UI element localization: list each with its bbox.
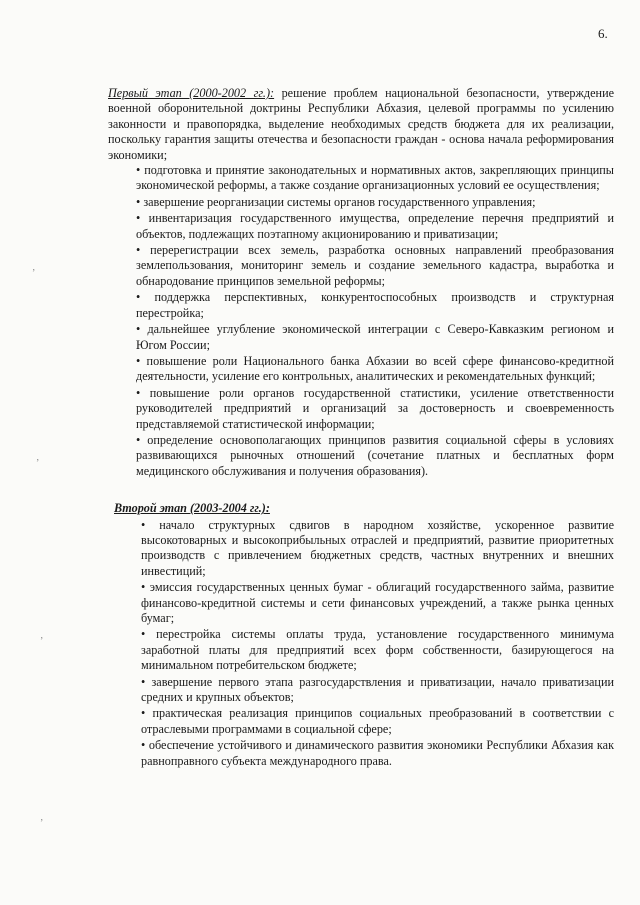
list-item: • дальнейшее углубление экономической интеграции с Северо-Кавказким регионом и Югом России; — [136, 322, 614, 353]
list-item: • инвентаризация государственного имущества, определение перечня предприятий и объектов, подлежащих поэтапному акционированию и приватизации; — [136, 211, 614, 242]
stage1-list — [108, 163, 614, 479]
stage2-heading: Второй этап (2003-2004 гг.): — [114, 501, 270, 516]
document-body — [108, 86, 614, 770]
list-item: • повышение роли органов государственной статистики, усиление ответственности руководителей предприятий и организаций за достоверность и своевременность представляемой статистической информации; — [136, 386, 614, 432]
stage1-intro-text: решение проблем национальной безопасности, утверждение военной оборонительной доктрины Республики Абхазия, целевой программы по усилению законности и правопорядка, выделение необходимых средств бюджета для их реализации, поскольку гарантия защиты отечества и безопасности граждан - основа начала реформирования экономики; — [108, 86, 615, 162]
list-item: • повышение роли Национального банка Абхазии во всей сфере финансово-кредитной деятельности, усиление его контрольных, аналитических и рекомендательных функций; — [136, 354, 614, 385]
stage1-heading: Первый этап (2000-2002 гг.): — [108, 86, 275, 100]
list-item: • подготовка и принятие законодательных и нормативных актов, закрепляющих принципы экономической реформы, а также создание организационных условий ее осуществления; — [136, 163, 614, 194]
list-item: • завершение первого этапа разгосударствления и приватизации, начало приватизации средних и крупных объектов; — [141, 675, 614, 706]
list-item: • начало структурных сдвигов в народном хозяйстве, ускоренное развитие высокотоварных и высокоприбыльных отраслей и предприятий, развитие приоритетных производств с привлечением бюджетных средств, частных внутренних и внешних инвестиций; — [141, 518, 614, 580]
stage1-intro-paragraph — [108, 86, 614, 163]
list-item: • эмиссия государственных ценных бумаг - облигаций государственного займа, развитие финансово-кредитной системы и сети финансовых учреждений, а также рынка ценных бумаг; — [141, 580, 614, 626]
list-item: • поддержка перспективных, конкурентоспособных производств и структурная перестройка; — [136, 290, 614, 321]
list-item: • обеспечение устойчивого и динамического развития экономики Республики Абхазия как равноправного субъекта международного права. — [141, 738, 614, 769]
margin-mark: ʼ — [32, 268, 36, 279]
margin-mark: ʼ — [40, 636, 44, 647]
list-item: • завершение реорганизации системы органов государственного управления; — [136, 195, 614, 210]
margin-mark: ʼ — [36, 458, 40, 469]
page-number: 6. — [598, 26, 608, 41]
margin-mark: ʼ — [40, 818, 44, 829]
list-item: • перерегистрации всех земель, разработка основных направлений преобразования землепользования, мониторинг земель и создание земельного кадастра, выработка и обнародование принципов земельной реформы; — [136, 243, 614, 289]
list-item: • практическая реализация принципов социальных преобразований в соответствии с отраслевыми программами в социальной сфере; — [141, 706, 614, 737]
stage2-heading-line — [114, 501, 614, 516]
list-item: • определение основополагающих принципов развития социальной сферы в условиях развивающихся рыночных отношений (сочетание платных и бесплатных форм медицинского обслуживания и получения образования). — [136, 433, 614, 479]
stage2-list — [108, 518, 614, 770]
list-item: • перестройка системы оплаты труда, установление государственного минимума заработной платы для предприятий всех форм собственности, базирующегося на минимальном потребительском бюджете; — [141, 627, 614, 673]
